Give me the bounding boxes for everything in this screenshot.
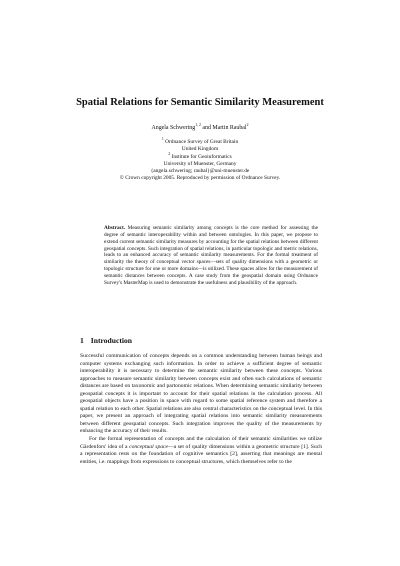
body-text-run: —a set of quality dimensions within a geometric structure [1]. Such a representation rests on the foundation of cognitive semantics [2], asserting that meanings are mental entities, i.e. mappings from expressions to conceptual structures, which themselves refer to the <box>80 443 322 465</box>
affiliation-line <box>40 139 360 146</box>
body-text <box>80 353 322 466</box>
section-heading <box>80 336 132 346</box>
abstract <box>104 225 318 287</box>
affiliation-superscript: 1 <box>161 137 164 142</box>
author-superscript: 1, 2 <box>195 123 201 128</box>
affiliation-name: Institute for Geoinformatics <box>170 153 232 160</box>
body-paragraph <box>80 436 322 466</box>
affiliation-line: United Kingdom <box>181 146 219 153</box>
section-title: Introduction <box>90 336 133 345</box>
author-name: Martin Raubal <box>212 125 247 131</box>
emphasized-term: conceptual space <box>129 443 169 450</box>
affiliation-name: Ordnance Survey of Great Britain <box>163 139 239 145</box>
section-number: 1 <box>80 336 84 345</box>
email-line: {angela.schwering; raubal}@uni-muenster.de <box>150 168 250 175</box>
abstract-text: Measuring semantic similarity among concepts is the core method for assessing the degree of semantic interoperability within and between ontologies. In this paper, we propose to extend current semantic similarity measures by accounting for the spatial relations between different geospatial concepts. Such integration of spatial relations, in particular topologic and metric relations, leads to an enhanced accuracy of semantic similarity measurements. For the formal treatment of similarity the theory of conceptual vector spaces—sets of quality dimensions with a geometric or topologic structure for one or more domains—is utilized. These spaces allow for the measurement of semantic distances between concepts. A case study from the geospatial domain using Ordnance Survey's MasterMap is used to demonstrate the usefulness and plausibility of the approach. <box>104 225 318 286</box>
body-paragraph: Successful communication of concepts depends on a common understanding between human beings and computer systems exchanging such information. In order to achieve a sufficient degree of semantic interoperability it is necessary to determine the semantic similarity between these concepts. Various approaches to measure semantic similarity between concepts exist and often such calculations of semantic distances are based on taxonomic and partonomic relations. When determining semantic similarity between geospatial concepts it is important to account for their spatial relations in the calculation process. All geospatial objects have a position in space with regard to some spatial reference system and therefore a spatial relation to each other. Spatial relations are also central characteristics on the conceptual level. In this paper, we present an approach of integrating spatial relations into semantic similarity measurements between different geospatial concepts. Such integration improves the quality of the measurements by enhancing the accuracy of their results. <box>80 353 322 435</box>
abstract-paragraph <box>104 225 318 287</box>
affiliation-line: University of Muenster, Germany <box>163 160 237 167</box>
body-text-run: For the formal representation of concepts and the calculation of their semantic similarities we utilize Gärdenfors' idea of a <box>80 436 322 450</box>
author-name: Angela Schwering <box>151 125 196 131</box>
copyright-line: © Crown copyright 2005. Reproduced by permission of Ordnance Survey. <box>119 175 281 182</box>
paper-title: Spatial Relations for Semantic Similarity Measurement <box>76 97 324 108</box>
affiliation-superscript: 2 <box>168 151 171 156</box>
affiliations <box>40 139 360 183</box>
author-conjunction: and <box>200 125 213 131</box>
abstract-label: Abstract. <box>104 225 126 231</box>
author-superscript: 2 <box>246 123 249 128</box>
affiliation-line <box>40 151 360 161</box>
author-line <box>40 124 360 132</box>
